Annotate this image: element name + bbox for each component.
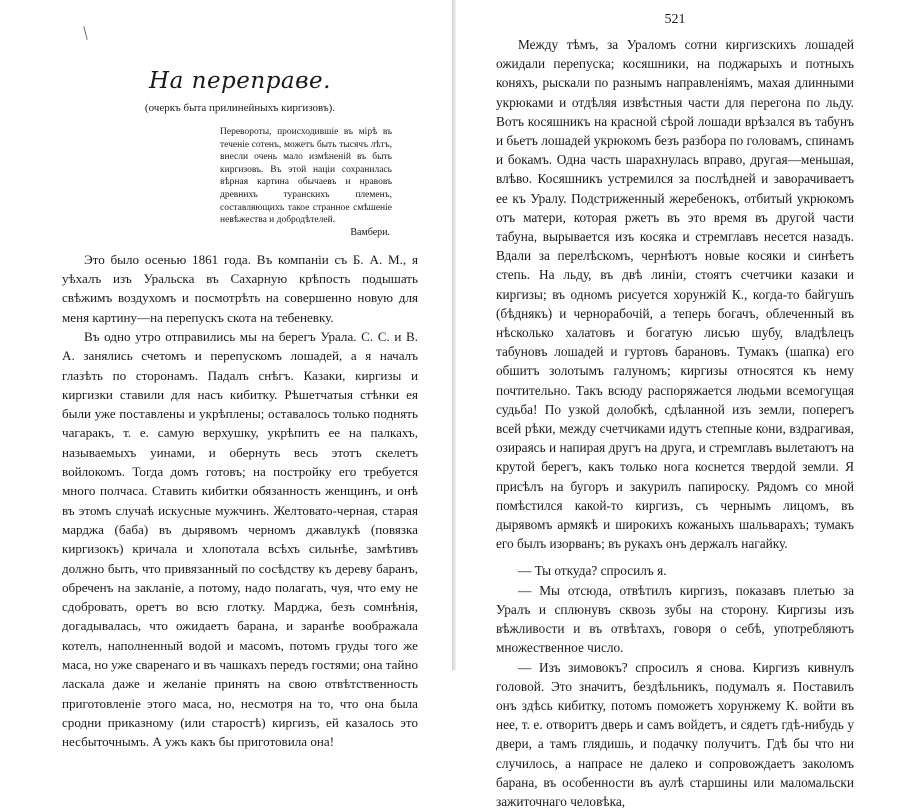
page-number: 521 (496, 12, 854, 28)
article-title: На переправе. (62, 68, 418, 94)
left-page (62, 50, 418, 650)
paragraph: Въ одно утро отправились мы на берегъ Урала. С. С. и В. А. занялись счетомъ и перепускомъ лошадей, а я началъ глазѣть по сторонамъ. Падалъ снѣгъ. Казаки, киргизы и киргизки ставили для насъ кибитку. Рѣшетчатыя стѣнки ея были уже поставлены и укрѣплены; оставалось только поднять чагаракъ, т. е. самую верхушку, укрѣпить ее на палкахъ, называемыхъ уинами, и обернуть весь этотъ скелетъ войлокомъ. Тогда домъ готовъ; на постройку его требуется много полчаса. Ставить кибитки обязанность женщинъ, и онѣ въ этомъ случаѣ искусные мужчинъ. Желтовато-черная, старая марджа (баба) въ дырявомъ черномъ джавлукѣ (повязка киргизокъ) кричала и хлопотала всѣхъ сильнѣе, замѣтивъ должно быть, что привязанный по сосѣдству къ дереву баранъ, обреченъ на закланіе, а потому, надо полагать, чуя, что ему не сдобровать, оретъ во всю глотку. Марджа, безъ сомнѣнія, догадывалась, что ожидаетъ барана, и заранѣе воображала котелъ, наполненный водой и масомъ, потомъ груды того же маса, но уже сваренаго и въ чашкахъ передъ гостями; она тайно ласкала даже и желаніе принять на свою отвѣтственность приготовленіе этого маса, но, несмотря на то, что она была сродни приказному (или старостѣ) киргизъ, ей казалось это несбыточнымъ. А ужъ какъ бы приготовила она! (62, 327, 418, 752)
dialogue-line: — Изъ зимовокъ? спросилъ я снова. Киргизъ кивнулъ головой. Это значитъ, бездѣльникъ, подумалъ я. Поставилъ онъ здѣсь кибитку, потомъ поможетъ хорунжему К. войти въ нее, т. е. отворитъ дверь и самъ войдетъ, и сядетъ гдѣ-нибудь у двери, а тамъ глядишь, и подачку получитъ. Гдѣ бы что ни случилось, а напрасе не далеко и сопровождаетъ заколомъ барана, въ особенности въ аулѣ старшины или маломальски зажиточнаго человѣка, (496, 658, 854, 811)
article-subtitle: (очеркъ быта прилинейныхъ киргизовъ). (62, 102, 418, 114)
pencil-mark (83, 26, 87, 40)
dialogue-line: — Ты откуда? спросилъ я. (496, 561, 854, 580)
epigraph-author: Вамбери. (62, 227, 390, 238)
dialogue-line: — Мы отсюда, отвѣтилъ киргизъ, показавъ плетью за Уралъ и сплюнувъ сквозь зубы на сторону. Киргизы изъ вѣжливости и въ отвѣтахъ, говоря о себѣ, употребляютъ множественное число. (496, 581, 854, 658)
paragraph: Между тѣмъ, за Ураломъ сотни киргизскихъ лошадей ожидали перепуска; косяшники, на поджарыхъ и потныхъ коняхъ, рыскали по разнымъ направленіямъ, махая длинными укрюками и отдѣляя извѣстныя части для перегона по льду. Вотъ косяшникъ на красной сѣрой лошади врѣзался въ табунъ и бьетъ лошадей укрюкомъ безъ разбора по головамъ, спинамъ и бокамъ. Одна часть шарахнулась вправо, другая—меньшая, влѣво. Косяшникъ устремился за послѣдней и заворачиваетъ ее къ Уралу. Подстриженный жеребенокъ, отбитый укрюкомъ отъ матери, которая ржетъ въ это время въ другой части табуна, вырывается изъ косяка и стремглавъ несется назадъ. Вдали за перелѣскомъ, чернѣютъ новые косяки и синѣетъ степь. На льду, въ двѣ линіи, стоятъ счетчики казаки и киргизы; въ одномъ рисуется хорунжій К., когда-то байгушъ (бѣднякъ) и чернорабочій, а теперь богачъ, облеченный въ нѣсколько халатовъ и богатую лисью шубу, владѣлецъ табуновъ лошадей и гуртовъ барановъ. Тумакъ (шапка) его обшитъ золотымъ галуномъ; киргизы относятся къ нему почтительно. Такъ всюду распоряжается людьми всемогущая судьба! По узкой долобкѣ, сдѣланной изъ земли, поперегъ всей рѣки, между счетчиками идутъ степные кони, вздрагивая, озираясь и напирая другъ на друга, и стремглавъ вылетаютъ на крутой берегъ, какъ только нога коснется твердой земли. Я присѣлъ на бугоръ и закурилъ папироску. Рядомъ со мной помѣстился какой-то киргизъ, съ чернымъ лицомъ, въ дырявомъ армякѣ и широкихъ кожаныхъ шальварахъ; тумакъ его былъ изорванъ; въ рукахъ онъ держалъ нагайку. (496, 35, 854, 553)
book-gutter (452, 0, 456, 670)
right-page (496, 12, 854, 662)
paragraph: Это было осенью 1861 года. Въ компаніи съ Б. А. М., я уѣхалъ изъ Уральска въ Сахарную крѣпость подышать свѣжимъ воздухомъ и посмотрѣть на совершенно новую для меня картину—на перепускъ скота на тебеневку. (62, 250, 418, 327)
epigraph: Перевороты, происходившіе въ мірѣ въ теченіе сотенъ, можетъ быть тысячъ лѣтъ, внесли очень мало измѣненій въ быть киргизовъ. Въ этой націи сохранилась вѣрная картина обычаевъ и нравовъ древнихъ туранскихъ племенъ, составляющихъ такое странное смѣшеніе невѣжества и добродѣтелей. (220, 126, 392, 227)
